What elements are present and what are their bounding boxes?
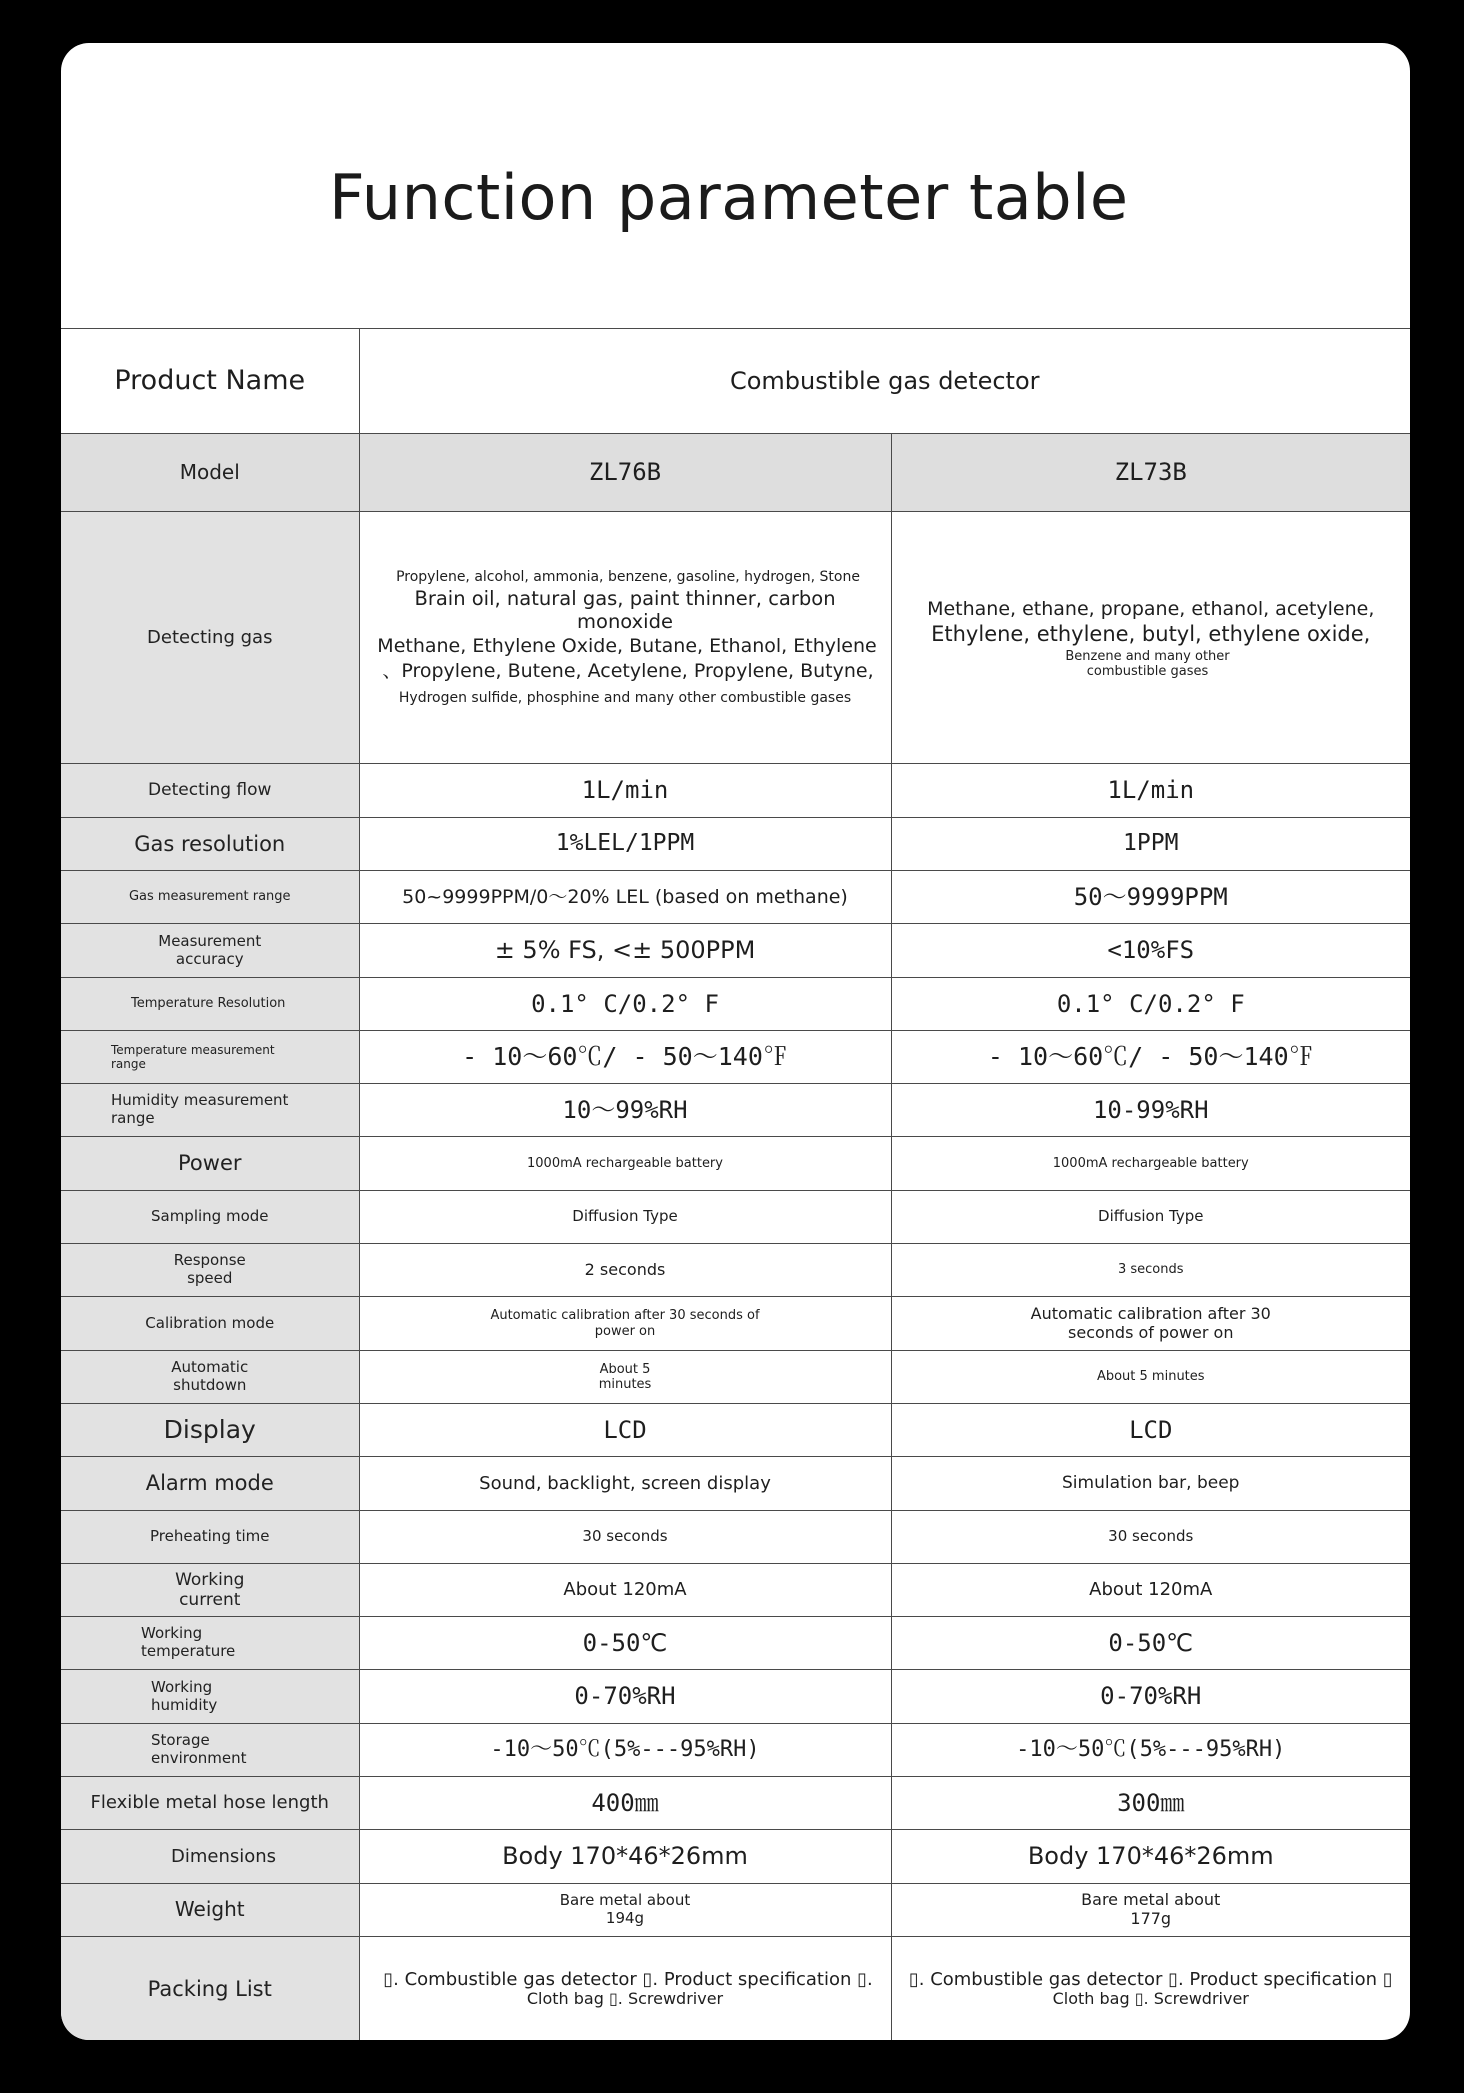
detecting-gas-row — [61, 512, 1410, 764]
row-label: Preheating time — [61, 1511, 359, 1564]
row-label: Response speed — [61, 1244, 359, 1297]
table-row — [61, 1031, 1410, 1084]
row-label: Humidity measurement range — [61, 1084, 359, 1137]
value-a: Diffusion Type — [359, 1191, 891, 1244]
table-row — [61, 1777, 1410, 1830]
value-b: 30 seconds — [891, 1511, 1410, 1564]
table-row — [61, 1617, 1410, 1670]
value-a: About 5 minutes — [359, 1351, 891, 1404]
value-b: Diffusion Type — [891, 1191, 1410, 1244]
value-a: Sound, backlight, screen display — [359, 1457, 891, 1511]
row-label: Dimensions — [61, 1830, 359, 1884]
detecting-gas-a — [359, 512, 891, 764]
row-label: Working temperature — [61, 1617, 359, 1670]
packing-a-line-1: ▯. Combustible gas detector ▯. Product specification ▯. — [383, 1968, 873, 1990]
table-row — [61, 1351, 1410, 1404]
row-label: Working humidity — [61, 1670, 359, 1724]
value-a: 400㎜ — [359, 1777, 891, 1830]
table-row — [61, 1724, 1410, 1777]
row-label: Working current — [61, 1564, 359, 1617]
gas-a-line-2: Brain oil, natural gas, paint thinner, carbon monoxide — [414, 587, 836, 634]
packing-b-line-2: Cloth bag ▯. Screwdriver — [1052, 1989, 1249, 2009]
value-a: Bare metal about 194g — [359, 1884, 891, 1937]
row-label: Storage environment — [61, 1724, 359, 1777]
table-row — [61, 978, 1410, 1031]
gas-a-line-4: 、Propylene, Butene, Acetylene, Propylene, Butyne, — [382, 659, 874, 682]
table-row — [61, 1137, 1410, 1191]
packing-list-label: Packing List — [61, 1937, 359, 2041]
row-label: Calibration mode — [61, 1297, 359, 1351]
detecting-gas-label: Detecting gas — [61, 512, 359, 764]
row-label: Temperature measurement range — [61, 1031, 359, 1084]
row-label: Gas measurement range — [61, 871, 359, 924]
value-a: 50~9999PPM/0～20% LEL (based on methane) — [359, 871, 891, 924]
value-a: 10～99%RH — [359, 1084, 891, 1137]
model-row — [61, 434, 1410, 512]
gas-b-line-3: Benzene and many other combustible gases — [1065, 648, 1230, 680]
value-b: 1L/min — [891, 764, 1410, 818]
gas-a-line-3: Methane, Ethylene Oxide, Butane, Ethanol, Ethylene — [377, 635, 877, 658]
row-label: Alarm mode — [61, 1457, 359, 1511]
row-label: Gas resolution — [61, 818, 359, 871]
value-a: 0.1° C/0.2° F — [359, 978, 891, 1031]
table-row — [61, 1884, 1410, 1937]
value-b: 0-50℃ — [891, 1617, 1410, 1670]
product-name-row — [61, 329, 1410, 434]
table-row — [61, 764, 1410, 818]
model-b: ZL73B — [891, 434, 1410, 512]
table-row — [61, 1564, 1410, 1617]
spec-card — [61, 43, 1410, 2040]
model-label: Model — [61, 434, 359, 512]
packing-list-row — [61, 1937, 1410, 2041]
value-b: 3 seconds — [891, 1244, 1410, 1297]
value-b: Simulation bar, beep — [891, 1457, 1410, 1511]
value-b: 10-99%RH — [891, 1084, 1410, 1137]
gas-a-line-1: Propylene, alcohol, ammonia, benzene, gasoline, hydrogen, Stone — [396, 568, 860, 585]
table-row — [61, 818, 1410, 871]
row-label: Sampling mode — [61, 1191, 359, 1244]
page-title: Function parameter table — [329, 161, 1129, 234]
value-a: Automatic calibration after 30 seconds of power on — [359, 1297, 891, 1351]
value-b: Automatic calibration after 30 seconds of power on — [891, 1297, 1410, 1351]
table-row — [61, 871, 1410, 924]
value-b: 1PPM — [891, 818, 1410, 871]
packing-a-line-2: Cloth bag ▯. Screwdriver — [526, 1989, 724, 2009]
value-b: Bare metal about 177g — [891, 1884, 1410, 1937]
value-b: 50～9999PPM — [891, 871, 1410, 924]
table-row — [61, 1670, 1410, 1724]
value-a: 2 seconds — [359, 1244, 891, 1297]
table-row — [61, 924, 1410, 978]
detecting-gas-b — [891, 512, 1410, 764]
gas-b-line-1: Methane, ethane, propane, ethanol, acetylene, — [927, 597, 1375, 620]
table-row — [61, 1404, 1410, 1457]
value-b: - 10～60℃/ - 50～140℉ — [891, 1031, 1410, 1084]
product-name-label: Product Name — [61, 329, 359, 434]
table-row — [61, 1084, 1410, 1137]
value-b: About 5 minutes — [891, 1351, 1410, 1404]
parameter-table — [61, 328, 1410, 2040]
table-row — [61, 1191, 1410, 1244]
packing-list-a — [359, 1937, 891, 2041]
table-row — [61, 1244, 1410, 1297]
row-label: Weight — [61, 1884, 359, 1937]
value-a: 30 seconds — [359, 1511, 891, 1564]
value-b: -10～50℃(5%---95%RH) — [891, 1724, 1410, 1777]
row-label: Power — [61, 1137, 359, 1191]
value-a: - 10～60℃/ - 50～140℉ — [359, 1031, 891, 1084]
value-a: LCD — [359, 1404, 891, 1457]
row-label: Detecting flow — [61, 764, 359, 818]
row-label: Measurement accuracy — [61, 924, 359, 978]
value-a: 0-70%RH — [359, 1670, 891, 1724]
value-a: About 120mA — [359, 1564, 891, 1617]
value-b: 0-70%RH — [891, 1670, 1410, 1724]
table-row — [61, 1457, 1410, 1511]
value-a: 0-50℃ — [359, 1617, 891, 1670]
row-label: Flexible metal hose length — [61, 1777, 359, 1830]
gas-a-line-5: Hydrogen sulfide, phosphine and many other combustible gases — [398, 689, 852, 706]
value-b: 0.1° C/0.2° F — [891, 978, 1410, 1031]
product-name-value: Combustible gas detector — [359, 329, 1410, 434]
packing-list-b — [891, 1937, 1410, 2041]
value-a: ± 5% FS, <± 500PPM — [359, 924, 891, 978]
row-label: Temperature Resolution — [61, 978, 359, 1031]
value-a: 1000mA rechargeable battery — [359, 1137, 891, 1191]
row-label: Automatic shutdown — [61, 1351, 359, 1404]
table-row — [61, 1830, 1410, 1884]
value-b: LCD — [891, 1404, 1410, 1457]
value-b: <10%FS — [891, 924, 1410, 978]
value-a: Body 170*46*26mm — [359, 1830, 891, 1884]
value-a: -10～50℃(5%---95%RH) — [359, 1724, 891, 1777]
value-a: 1%LEL/1PPM — [359, 818, 891, 871]
table-row — [61, 1297, 1410, 1351]
model-a: ZL76B — [359, 434, 891, 512]
table-row — [61, 1511, 1410, 1564]
value-b: 300㎜ — [891, 1777, 1410, 1830]
packing-b-line-1: ▯. Combustible gas detector ▯. Product specification ▯ — [908, 1968, 1393, 1990]
gas-b-line-2: Ethylene, ethylene, butyl, ethylene oxide, — [931, 621, 1371, 646]
value-b: Body 170*46*26mm — [891, 1830, 1410, 1884]
row-label: Display — [61, 1404, 359, 1457]
value-b: 1000mA rechargeable battery — [891, 1137, 1410, 1191]
value-b: About 120mA — [891, 1564, 1410, 1617]
value-a: 1L/min — [359, 764, 891, 818]
